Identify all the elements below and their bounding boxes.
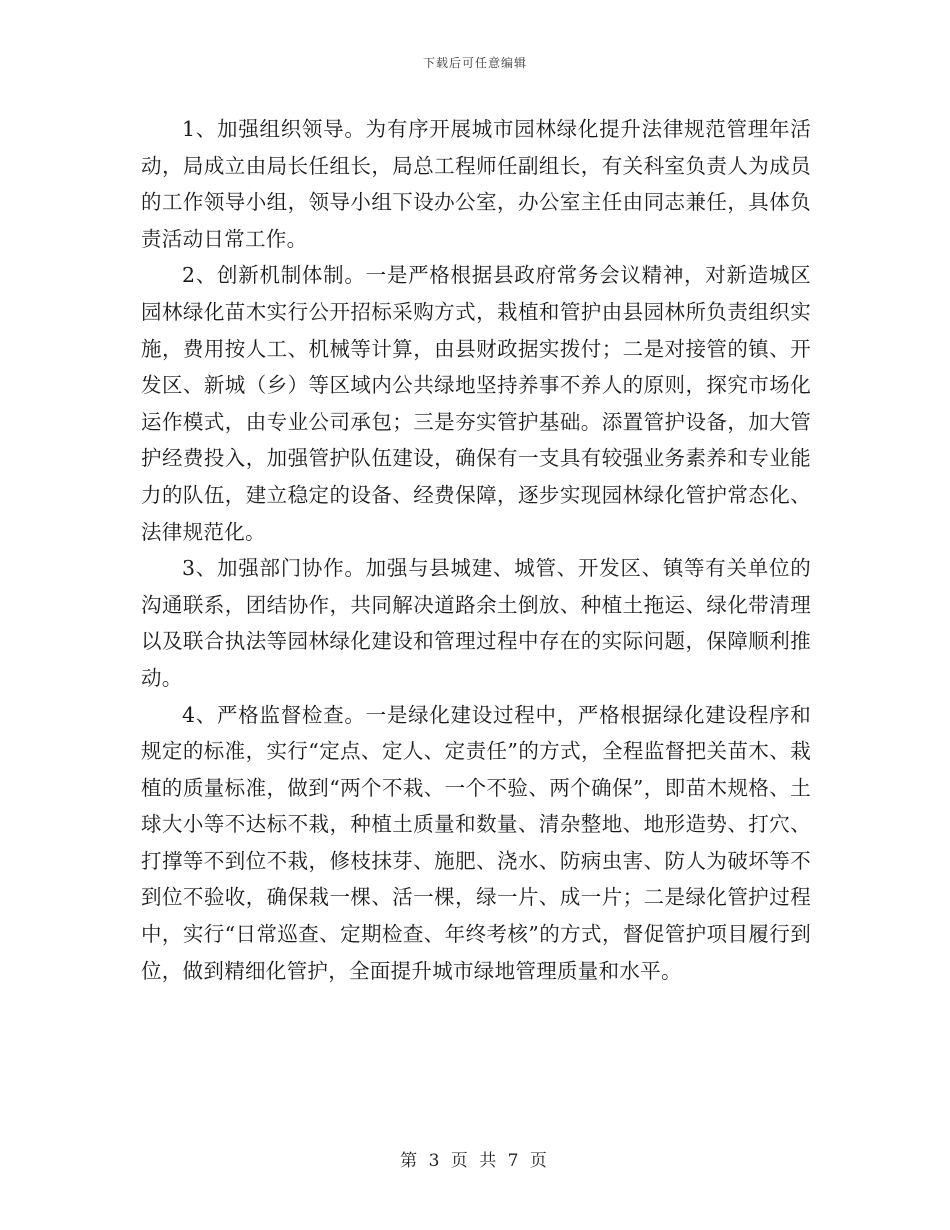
paragraph-1: 1、加强组织领导。为有序开展城市园林绿化提升法律规范管理年活动，局成立由局长任组长，局总工程师任副组长，有关科室负责人为成员的工作领导小组，领导小组下设办公室，办公室主任由同志兼任，具体负责活动日常工作。: [141, 117, 811, 251]
paragraph-4: 4、严格监督检查。一是绿化建设过程中，严格根据绿化建设程序和规定的标准，实行“定点、定人、定责任”的方式，全程监督把关苗木、栽植的质量标准，做到“两个不栽、一个不验、两个确保”，即苗木规格、土球大小等不达标不栽，种植土质量和数量、清杂整地、地形造势、打穴、打撑等不到位不栽，修枝抹芽、施肥、浇水、防病虫害、防人为破坏等不到位不验收，确保栽一棵、活一棵，绿一片、成一片；二是绿化管护过程中，实行“日常巡查、定期检查、年终考核”的方式，督促管护项目履行到位，做到精细化管护，全面提升城市绿地管理质量和水平。: [141, 702, 811, 983]
page-number-footer: 第 3 页 共 7 页: [400, 1151, 550, 1171]
paragraph-3: 3、加强部门协作。加强与县城建、城管、开发区、镇等有关单位的沟通联系，团结协作，共同解决道路余土倒放、种植土拖运、绿化带清理以及联合执法等园林绿化建设和管理过程中存在的实际问题，保障顺利推动。: [141, 556, 811, 690]
header-note: 下载后可任意编辑: [422, 56, 527, 70]
paragraph-2: 2、创新机制体制。一是严格根据县政府常务会议精神，对新造城区园林绿化苗木实行公开招标采购方式，栽植和管护由县园林所负责组织实施，费用按人工、机械等计算，由县财政据实拨付；二是对接管的镇、开发区、新城（乡）等区域内公共绿地坚持养事不养人的原则，探究市场化运作模式，由专业公司承包；三是夯实管护基础。添置管护设备，加大管护经费投入，加强管护队伍建设，确保有一支具有较强业务素养和专业能力的队伍，建立稳定的设备、经费保障，逐步实现园林绿化管护常态化、法律规范化。: [141, 263, 811, 544]
body-text: [141, 111, 811, 989]
